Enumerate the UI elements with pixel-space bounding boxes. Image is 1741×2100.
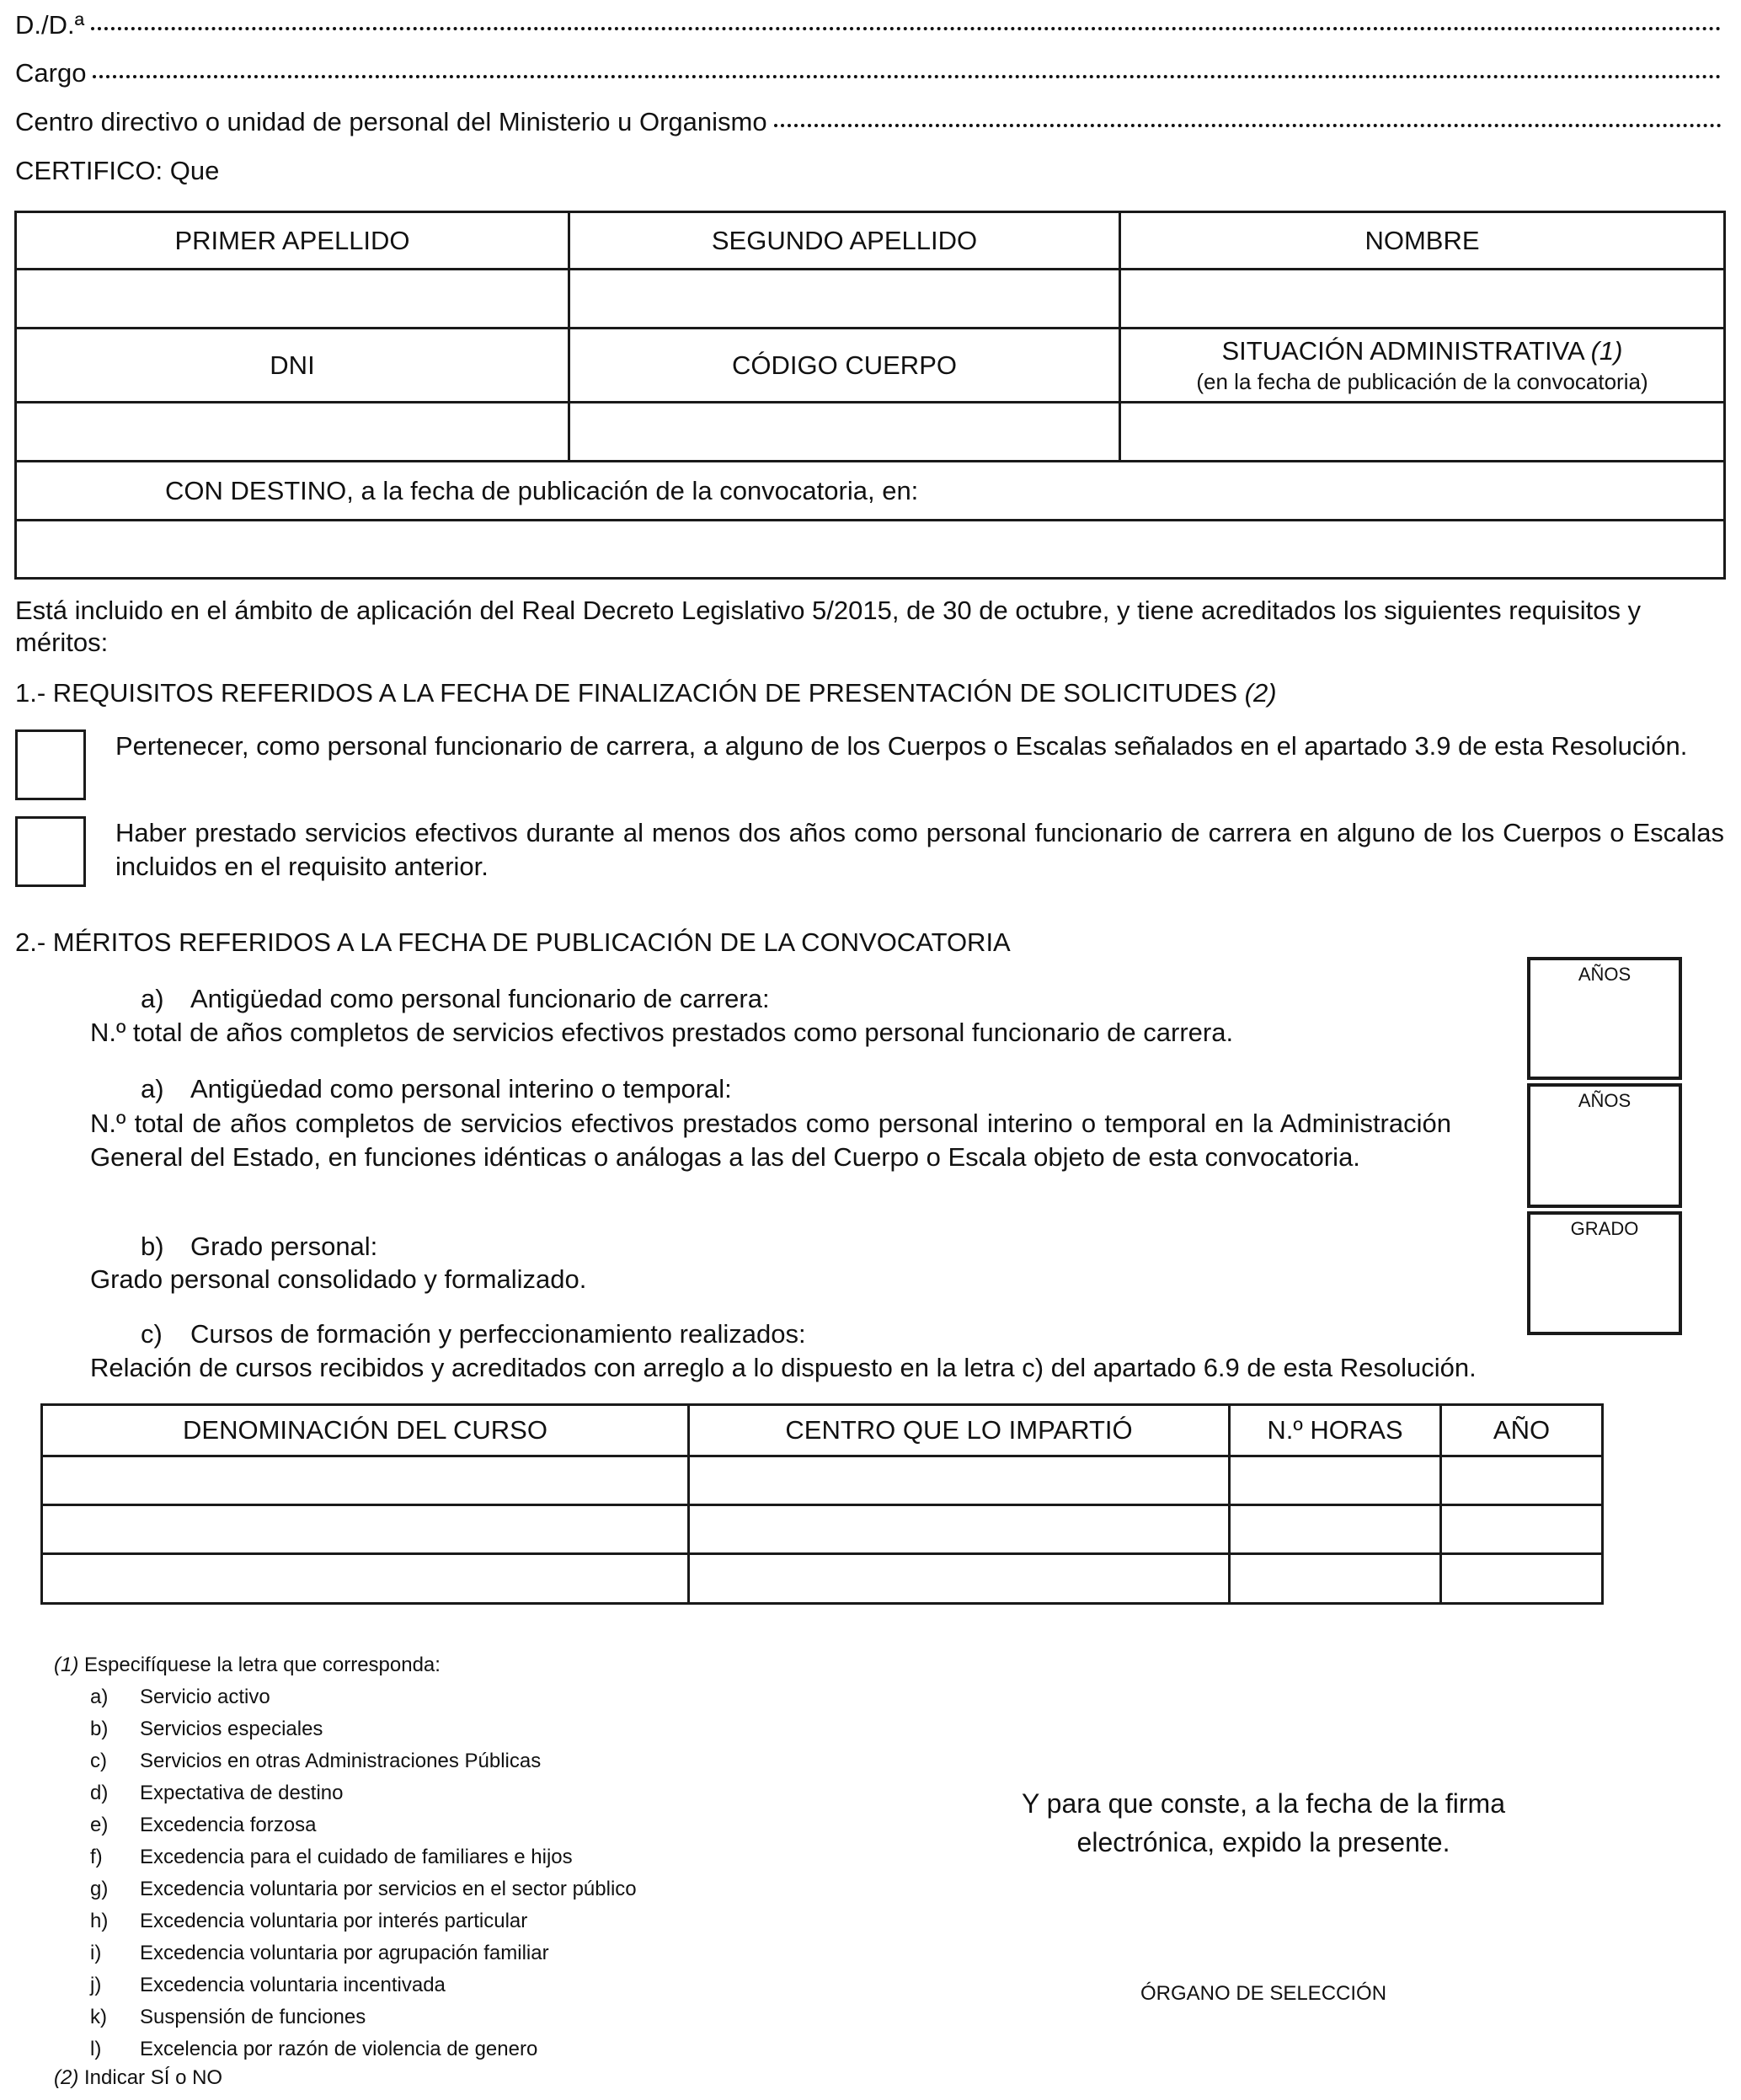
header-horas: N.º HORAS — [1230, 1405, 1441, 1456]
situacion-text: Excedencia voluntaria incentivada — [140, 1974, 446, 1996]
requisito-1-text: Pertenecer, como personal funcionario de carrera, a alguno de los Cuerpos o Escalas señalados en el apartado 3.9 de esta Resolución. — [115, 731, 1688, 761]
situacion-text: Excedencia para el cuidado de familiares e hijos — [140, 1846, 573, 1868]
situacion-letter: h) — [90, 1910, 109, 1932]
curso-3-horas[interactable] — [1230, 1554, 1441, 1604]
situacion-label: SITUACIÓN ADMINISTRATIVA — [1221, 335, 1583, 366]
merito-4-letter: c) — [141, 1319, 163, 1349]
field-cargo[interactable] — [15, 58, 1722, 88]
header-nombre: NOMBRE — [1120, 212, 1725, 270]
situacion-letter: f) — [90, 1846, 103, 1868]
input-primer-apellido[interactable] — [16, 270, 569, 329]
box-grado-label: GRADO — [1570, 1218, 1639, 1239]
input-codigo-cuerpo[interactable] — [569, 403, 1120, 462]
certifico-label: CERTIFICO: Que — [15, 156, 220, 185]
list-item — [0, 2033, 842, 2065]
curso-1-denominacion[interactable] — [42, 1456, 689, 1505]
situacion-letter: k) — [90, 2006, 107, 2028]
personal-data-table — [14, 211, 1726, 580]
curso-2-denominacion[interactable] — [42, 1505, 689, 1554]
list-item — [0, 1681, 842, 1713]
list-item — [0, 1777, 842, 1809]
situacion-text: Servicio activo — [140, 1686, 270, 1708]
input-segundo-apellido[interactable] — [569, 270, 1120, 329]
input-dni[interactable] — [16, 403, 569, 462]
requisito-2-text: Haber prestado servicios efectivos durante al menos dos años como personal funcionario de carrera en alguno de los Cuerpos o Escalas incluidos en el requisito anterior. — [115, 818, 1724, 881]
table-row — [42, 1505, 1603, 1554]
header-dni: DNI — [16, 329, 569, 403]
list-item — [0, 1809, 842, 1841]
footnote-1-ref: (1) — [54, 1654, 79, 1676]
situacion-text: Excedencia voluntaria por servicios en el sector público — [140, 1878, 637, 1900]
field-centro-directivo[interactable] — [15, 107, 1722, 137]
situacion-note-ref: (1) — [1590, 335, 1623, 366]
header-segundo-apellido: SEGUNDO APELLIDO — [569, 212, 1120, 270]
situacion-text: Excedencia voluntaria por agrupación familiar — [140, 1942, 549, 1964]
field-dd[interactable] — [15, 10, 1722, 40]
curso-1-horas[interactable] — [1230, 1456, 1441, 1505]
situacion-text: Servicios en otras Administraciones Públicas — [140, 1750, 542, 1772]
merito-3-letter: b) — [141, 1232, 164, 1261]
situacion-letter: d) — [90, 1782, 109, 1804]
merito-3-title: Grado personal: — [190, 1232, 378, 1261]
table-row — [42, 1554, 1603, 1604]
header-codigo-cuerpo: CÓDIGO CUERPO — [569, 329, 1120, 403]
merito-4-title: Cursos de formación y perfeccionamiento realizados: — [190, 1319, 806, 1349]
checkbox-requisito-2[interactable] — [15, 816, 86, 887]
situacion-letter: a) — [90, 1686, 109, 1708]
input-nombre[interactable] — [1120, 270, 1725, 329]
merito-3-desc: Grado personal consolidado y formalizado. — [90, 1264, 587, 1294]
situacion-text: Excedencia voluntaria por interés particular — [140, 1910, 528, 1932]
requisitos-heading-ref: (2) — [1244, 678, 1277, 708]
footnote-1-text: Especifíquese la letra que corresponda: — [84, 1654, 441, 1676]
footnote-2 — [54, 2062, 222, 2094]
situacion-text: Excelencia por razón de violencia de genero — [140, 2038, 538, 2060]
merito-2-letter: a) — [141, 1074, 164, 1103]
situacion-letter: b) — [90, 1718, 109, 1740]
field-cargo-label: Cargo — [15, 58, 87, 88]
list-item — [0, 1873, 842, 1905]
situaciones-list — [0, 1681, 842, 2065]
header-denominacion-curso: DENOMINACIÓN DEL CURSO — [42, 1405, 689, 1456]
header-situacion-administrativa — [1120, 329, 1725, 403]
curso-2-ano[interactable] — [1441, 1505, 1603, 1554]
field-centro-directivo-label: Centro directivo o unidad de personal del Ministerio u Organismo — [15, 107, 767, 136]
header-centro-impartio: CENTRO QUE LO IMPARTIÓ — [689, 1405, 1230, 1456]
curso-2-centro[interactable] — [689, 1505, 1230, 1554]
closing-line-2: electrónica, expido la presente. — [1076, 1827, 1450, 1857]
situacion-text: Excedencia forzosa — [140, 1814, 317, 1836]
situacion-text: Suspensión de funciones — [140, 2006, 366, 2028]
box-anos-interino-label: AÑOS — [1578, 1090, 1632, 1111]
box-anos-funcionario-label: AÑOS — [1578, 964, 1632, 985]
requisitos-heading — [15, 678, 1277, 708]
input-destino[interactable] — [16, 521, 1725, 579]
list-item — [0, 1745, 842, 1777]
merito-1-desc: N.º total de años completos de servicios efectivos prestados como personal funcionario de carrera. — [90, 1018, 1234, 1047]
situacion-text: Expectativa de destino — [140, 1782, 344, 1804]
curso-3-denominacion[interactable] — [42, 1554, 689, 1604]
list-item — [0, 1905, 842, 1937]
list-item — [0, 2001, 842, 2033]
box-anos-interino[interactable] — [1527, 1083, 1682, 1208]
footnote-1 — [54, 1649, 441, 1681]
situacion-letter: j) — [90, 1974, 102, 1996]
curso-2-horas[interactable] — [1230, 1505, 1441, 1554]
field-dd-label: D./D.ª — [15, 10, 85, 40]
merito-4-desc: Relación de cursos recibidos y acreditados con arreglo a lo dispuesto en la letra c) del apartado 6.9 de esta Resolución. — [90, 1353, 1477, 1382]
cursos-table — [40, 1403, 1604, 1605]
closing-line-1: Y para que conste, a la fecha de la firma — [1022, 1788, 1505, 1819]
situacion-letter: l) — [90, 2038, 102, 2060]
header-ano: AÑO — [1441, 1405, 1603, 1456]
closing-statement — [927, 1784, 1600, 1862]
header-primer-apellido: PRIMER APELLIDO — [16, 212, 569, 270]
field-dd-input[interactable] — [91, 27, 1722, 30]
field-cargo-input[interactable] — [93, 75, 1722, 78]
footnote-2-ref: (2) — [54, 2066, 79, 2089]
list-item — [0, 1969, 842, 2001]
intro-paragraph: Está incluido en el ámbito de aplicación del Real Decreto Legislativo 5/2015, de 30 de octubre, y tiene acreditados los siguientes requisitos y méritos: — [15, 596, 1642, 657]
list-item — [0, 1841, 842, 1873]
merito-2-desc: N.º total de años completos de servicios efectivos prestados como personal interino o temporal en la Administración General del Estado, en funciones idénticas o análogas a las del Cuerpo o Escala objeto de esta convocatoria. — [90, 1109, 1451, 1172]
footnote-2-text: Indicar SÍ o NO — [84, 2066, 223, 2089]
merito-1-letter: a) — [141, 984, 164, 1013]
curso-1-centro[interactable] — [689, 1456, 1230, 1505]
signer-label: ÓRGANO DE SELECCIÓN — [1140, 1982, 1387, 2005]
situacion-letter: c) — [90, 1750, 107, 1772]
requisitos-heading-text: 1.- REQUISITOS REFERIDOS A LA FECHA DE FINALIZACIÓN DE PRESENTACIÓN DE SOLICITUDES — [15, 678, 1237, 708]
curso-1-ano[interactable] — [1441, 1456, 1603, 1505]
box-anos-funcionario[interactable] — [1527, 957, 1682, 1080]
situacion-text: Servicios especiales — [140, 1718, 323, 1740]
merito-2-title: Antigüedad como personal interino o temporal: — [190, 1074, 732, 1103]
situacion-letter: e) — [90, 1814, 109, 1836]
box-grado[interactable] — [1527, 1211, 1682, 1335]
table-row — [42, 1456, 1603, 1505]
list-item — [0, 1713, 842, 1745]
field-centro-directivo-input[interactable] — [774, 124, 1722, 127]
input-situacion-administrativa[interactable] — [1120, 403, 1725, 462]
list-item — [0, 1937, 842, 1969]
merito-1-title: Antigüedad como personal funcionario de carrera: — [190, 984, 770, 1013]
situacion-subtitle: (en la fecha de publicación de la convocatoria) — [1196, 368, 1648, 394]
meritos-heading: 2.- MÉRITOS REFERIDOS A LA FECHA DE PUBLICACIÓN DE LA CONVOCATORIA — [15, 927, 1011, 957]
situacion-letter: g) — [90, 1878, 109, 1900]
curso-3-centro[interactable] — [689, 1554, 1230, 1604]
situacion-letter: i) — [90, 1942, 102, 1964]
checkbox-requisito-1[interactable] — [15, 729, 86, 800]
curso-3-ano[interactable] — [1441, 1554, 1603, 1604]
destino-label: CON DESTINO, a la fecha de publicación de la convocatoria, en: — [16, 462, 1725, 521]
